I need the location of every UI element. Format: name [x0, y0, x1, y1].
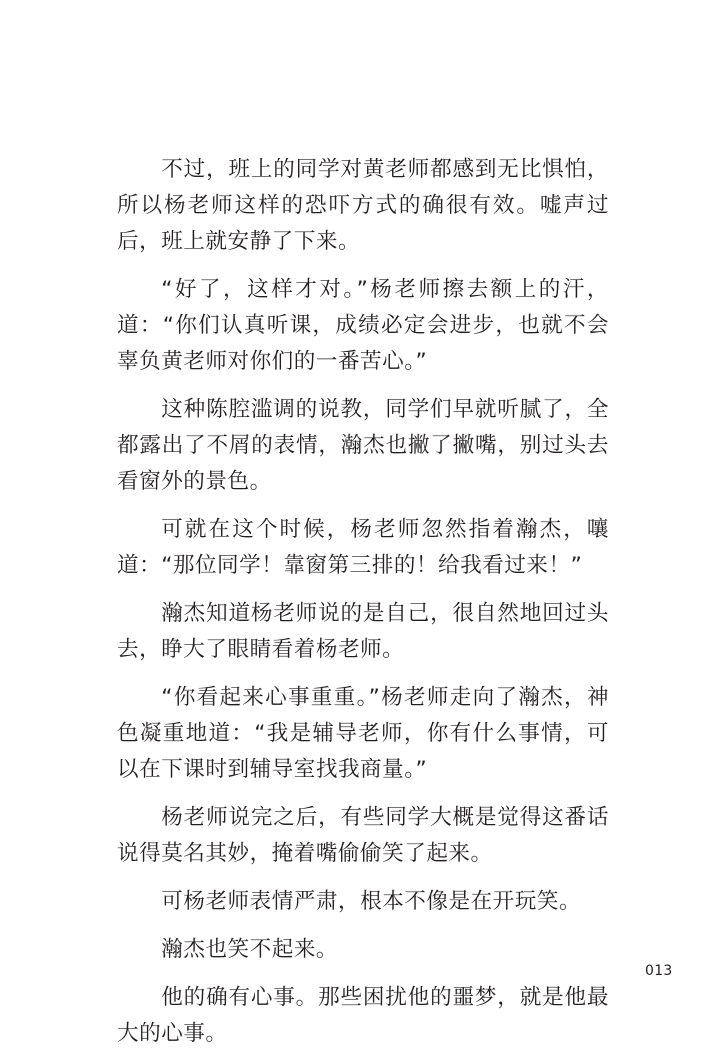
- paragraph-10: 他的确有心事。那些困扰他的噩梦，就是他最大的心事。: [117, 985, 609, 1046]
- paragraph-4: 可就在这个时候，杨老师忽然指着瀚杰，嚷道：“那位同学！靠窗第三排的！给我看过来！”: [117, 517, 609, 578]
- paragraph-7: 杨老师说完之后，有些同学大概是觉得这番话说得莫名其妙，掩着嘴偷偷笑了起来。: [117, 805, 609, 866]
- body-text: [117, 152, 609, 1064]
- paragraph-2: “好了，这样才对。”杨老师擦去额上的汗，道：“你们认真听课，成绩必定会进步，也就不会辜负黄老师对你们的一番苦心。”: [117, 277, 609, 374]
- paragraph-8: 可杨老师表情严肃，根本不像是在开玩笑。: [161, 889, 582, 914]
- page-number: 013: [645, 963, 673, 979]
- paragraph-1: 不过，班上的同学对黄老师都感到无比惧怕，所以杨老师这样的恐吓方式的确很有效。嘘声过后，班上就安静了下来。: [117, 157, 609, 254]
- paragraph-5: 瀚杰知道杨老师说的是自己，很自然地回过头去，睁大了眼睛看着杨老师。: [117, 601, 609, 662]
- paragraph-6: “你看起来心事重重。”杨老师走向了瀚杰，神色凝重地道：“我是辅导老师，你有什么事情，可以在下课时到辅导室找我商量。”: [117, 685, 609, 782]
- paragraph-3: 这种陈腔滥调的说教，同学们早就听腻了，全都露出了不屑的表情，瀚杰也撇了撇嘴，别过头去看窗外的景色。: [117, 397, 609, 494]
- paragraph-9: 瀚杰也笑不起来。: [161, 937, 339, 962]
